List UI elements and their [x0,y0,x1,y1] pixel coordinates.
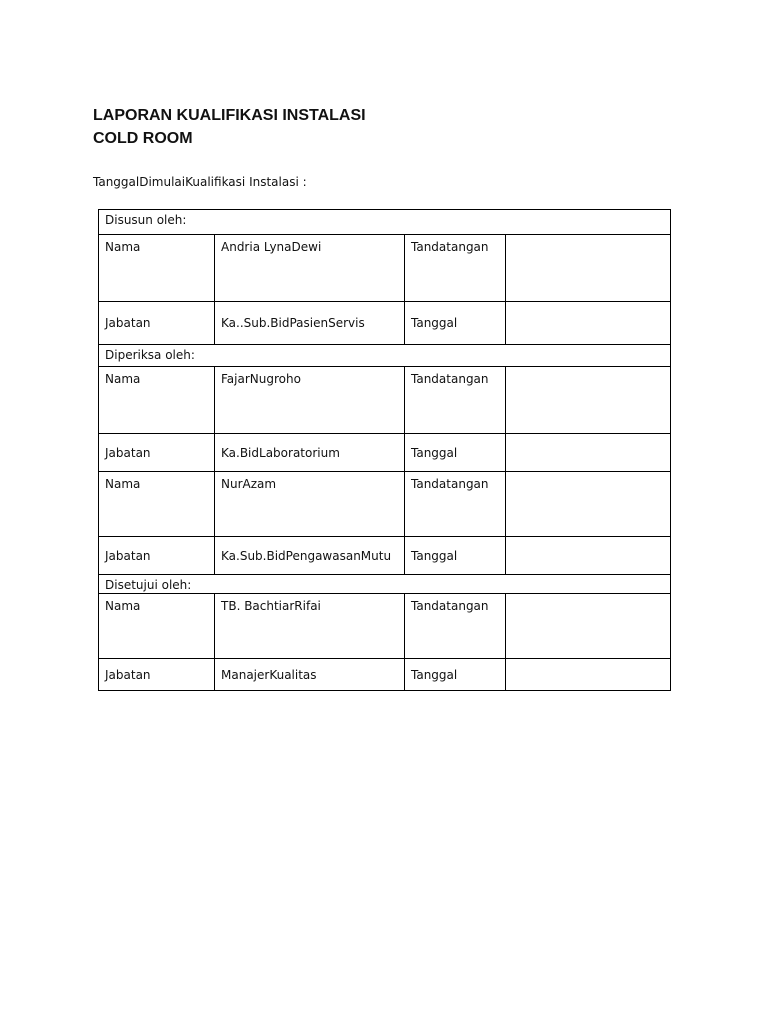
name-row [99,594,671,659]
name-label: Nama [99,367,215,434]
section-header-row [99,575,671,594]
name-value: FajarNugroho [215,367,405,434]
date-label: Tanggal [405,302,506,345]
position-row [99,302,671,345]
date-label: Tanggal [405,659,506,691]
signature-field[interactable] [506,367,671,434]
position-label: Jabatan [99,659,215,691]
date-label: Tanggal [405,537,506,575]
name-value: Andria LynaDewi [215,235,405,302]
section-header-approved-by: Disetujui oleh: [99,575,671,594]
date-field[interactable] [506,537,671,575]
section-header-row [99,210,671,235]
approval-table [98,209,671,691]
position-value: Ka..Sub.BidPasienServis [215,302,405,345]
position-row [99,537,671,575]
signature-field[interactable] [506,235,671,302]
signature-label: Tandatangan [405,472,506,537]
name-row [99,367,671,434]
name-value: NurAzam [215,472,405,537]
signature-label: Tandatangan [405,367,506,434]
position-label: Jabatan [99,302,215,345]
date-field[interactable] [506,659,671,691]
document-title [93,104,366,150]
position-value: Ka.BidLaboratorium [215,434,405,472]
title-line-1: LAPORAN KUALIFIKASI INSTALASI [93,107,366,124]
position-label: Jabatan [99,434,215,472]
section-header-row [99,345,671,367]
position-label: Jabatan [99,537,215,575]
date-label: Tanggal [405,434,506,472]
name-row [99,472,671,537]
name-row [99,235,671,302]
signature-field[interactable] [506,594,671,659]
date-field[interactable] [506,434,671,472]
name-label: Nama [99,235,215,302]
section-header-prepared-by: Disusun oleh: [99,210,671,235]
position-value: Ka.Sub.BidPengawasanMutu [215,537,405,575]
name-label: Nama [99,594,215,659]
title-line-2: COLD ROOM [93,130,193,147]
signature-label: Tandatangan [405,594,506,659]
section-header-checked-by: Diperiksa oleh: [99,345,671,367]
signature-label: Tandatangan [405,235,506,302]
position-row [99,434,671,472]
position-row [99,659,671,691]
position-value: ManajerKualitas [215,659,405,691]
date-field[interactable] [506,302,671,345]
name-value: TB. BachtiarRifai [215,594,405,659]
name-label: Nama [99,472,215,537]
start-date-label: TanggalDimulaiKualifikasi Instalasi : [93,175,307,189]
signature-field[interactable] [506,472,671,537]
